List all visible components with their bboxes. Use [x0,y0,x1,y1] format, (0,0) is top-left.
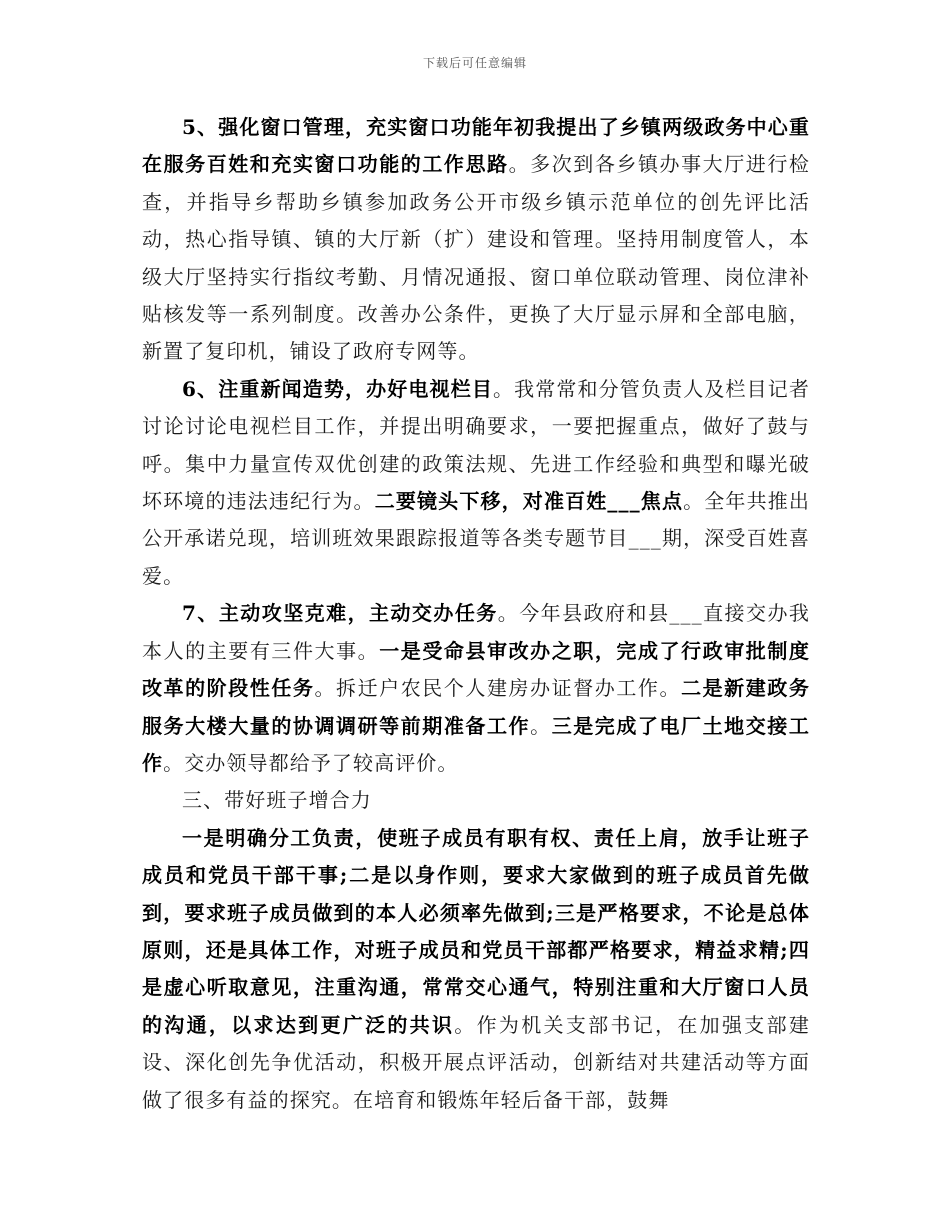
text-bold: 5、强化窗口管理，充实窗口功能年初我提出了乡镇两级政务中心重在服务百姓和充实窗口功能的工作思路 [142,115,810,177]
text-regular: 。拆迁户农民个人建房办证督办工作。 [314,676,682,701]
text-bold: 二是新建政务服务大楼大量的协调调研等前期准备工作 [142,676,810,738]
text-regular: 。全年共推出公开承诺兑现，培训班效果跟踪报道等各类专题节目___期，深受百姓喜爱。 [142,489,810,588]
text-bold: 三是完成了电厂土地交接工作 [142,713,810,775]
text-regular: 三、带好班子增合力 [182,788,372,813]
text-bold: 一是明确分工负责，使班子成员有职有权、责任上肩，放手让班子成员和党员干部干事;二是以身作则，要求大家做到的班子成员首先做到，要求班子成员做到的本人必须率先做到;三是严格要求，不论是总体原则，还是具体工作，对班子成员和党员干部都严格要求，精益求精;四是虚心听取意见，注重沟通，常常交心通气，特别注重和大厅窗口人员的沟通，以求达到更广泛的共识 [142,825,810,1037]
text-bold: 6、注重新闻造势，办好电视栏目 [182,376,493,401]
section-heading-team [142,782,810,819]
text-bold: 一是受命县审改办之职，完成了行政审批制度改革的阶段性任务 [142,638,811,701]
text-regular: 。 [530,713,552,738]
page-header: 下载后可任意编辑 [422,56,527,70]
paragraph-window-management [142,109,810,371]
text-regular: 。交办领导都给予了较高评价。 [163,750,459,775]
text-bold: 二要镜头下移，对准百姓___焦点 [374,489,684,514]
text-bold: 7、主动攻坚克难，主动交办任务 [182,601,498,626]
paragraph-tasks [142,595,810,782]
document-body [142,109,810,1119]
paragraph-team-building [142,820,810,1119]
text-regular: 。作为机关支部书记，在加强支部建设、深化创先争优活动，积极开展点评活动，创新结对共建活动等方面做了很多有益的探究。在培育和锻炼年轻后备干部，鼓舞 [142,1012,810,1112]
paragraph-news-tv [142,371,810,595]
text-regular: 。多次到各乡镇办事大厅进行检查，并指导乡帮助乡镇参加政务公开市级乡镇示范单位的创先评比活动，热心指导镇、镇的大厅新（扩）建设和管理。坚持用制度管人，本级大厅坚持实行指纹考勤、月情况通报、窗口单位联动管理、岗位津补贴核发等一系列制度。改善办公条件，更换了大厅显示屏和全部电脑，新置了复印机，铺设了政府专网等。 [142,152,810,364]
text-regular: 。我常常和分管负责人及栏目记者讨论讨论电视栏目工作，并提出明确要求，一要把握重点，做好了鼓与呼。集中力量宣传双优创建的政策法规、先进工作经验和典型和曝光破坏环境的违法违纪行为。 [142,376,811,514]
text-regular: 。今年县政府和县___直接交办我本人的主要有三件大事。 [142,601,810,663]
